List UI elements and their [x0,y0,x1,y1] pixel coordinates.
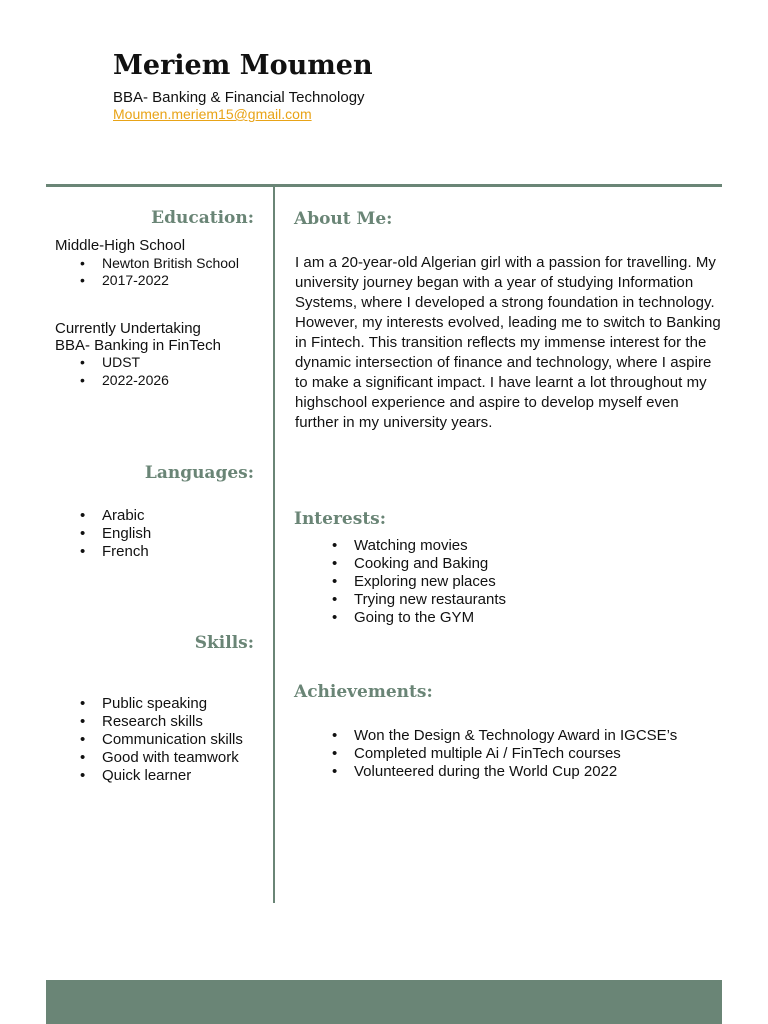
about-paragraph: I am a 20-year-old Algerian girl with a passion for travelling. My university journey began with a year of studying Information Systems, where I developed a strong foundation in technology. However, my interests evolved, leading me to switch to Banking in Fintech. This transition reflects my immense interest for the dynamic intersection of finance and technology, where I aspire to make a significant impact. I have learnt a lot throughout my highschool experience and aspire to develop myself even further in my university years. [295,254,721,431]
achievements-heading: Achievements: [294,682,433,702]
education-school-title: Middle-High School [55,237,186,254]
education-current-list [80,353,169,389]
bullet-icon: • [80,731,86,748]
list-item: • Won the Design & Technology Award in IGCSE’s [332,727,678,744]
bullet-icon: • [80,354,85,370]
bullet-icon: • [80,525,86,542]
languages-heading: Languages: [144,463,254,483]
bullet-icon: • [332,763,338,780]
list-item: • Completed multiple Ai / FinTech courses [332,745,621,762]
resume-name: Meriem Moumen [113,50,373,81]
interests-heading: Interests: [294,509,387,529]
list-item: • Trying new restaurants [332,591,507,608]
skills-heading: Skills: [194,633,254,653]
footer-bar [46,980,722,1024]
bullet-icon: • [80,749,86,766]
bullet-icon: • [80,713,86,730]
list-item: • Newton British School [80,255,239,271]
resume-subtitle: BBA- Banking & Financial Technology [113,89,365,106]
bullet-icon: • [80,507,86,524]
list-item: • Volunteered during the World Cup 2022 [332,763,618,780]
bullet-icon: • [80,255,85,271]
list-item: • French [80,543,149,560]
education-heading: Education: [151,208,254,228]
education-current-line1: Currently Undertaking [55,320,201,337]
bullet-icon: • [80,543,86,560]
email-link[interactable]: Moumen.meriem15@gmail.com [113,106,312,122]
column-divider [273,185,275,903]
list-item: • Going to the GYM [332,609,475,626]
bullet-icon: • [80,272,85,288]
list-item: • Cooking and Baking [332,555,489,572]
education-current-line2: BBA- Banking in FinTech [55,337,221,354]
list-item: • 2022-2026 [80,372,169,388]
bullet-icon: • [80,695,86,712]
list-item: • Exploring new places [332,573,496,590]
bullet-icon: • [332,573,338,590]
list-item: • 2017-2022 [80,272,169,288]
bullet-icon: • [332,609,338,626]
list-item: • English [80,525,152,542]
languages-list [80,507,152,561]
list-item: • Good with teamwork [80,749,239,766]
list-item: • Public speaking [80,695,208,712]
header-divider [46,184,722,187]
achievements-list [332,727,678,781]
bullet-icon: • [80,372,85,388]
list-item: • Communication skills [80,731,243,748]
bullet-icon: • [80,767,86,784]
list-item: • Research skills [80,713,203,730]
about-heading: About Me: [294,209,393,229]
interests-list [332,537,507,627]
skills-list [80,695,243,785]
bullet-icon: • [332,727,338,744]
list-item: • Quick learner [80,767,192,784]
list-item: • UDST [80,354,141,370]
bullet-icon: • [332,745,338,762]
bullet-icon: • [332,555,338,572]
bullet-icon: • [332,537,338,554]
list-item: • Watching movies [332,537,468,554]
education-school-list [80,255,239,289]
bullet-icon: • [332,591,338,608]
list-item: • Arabic [80,507,145,524]
